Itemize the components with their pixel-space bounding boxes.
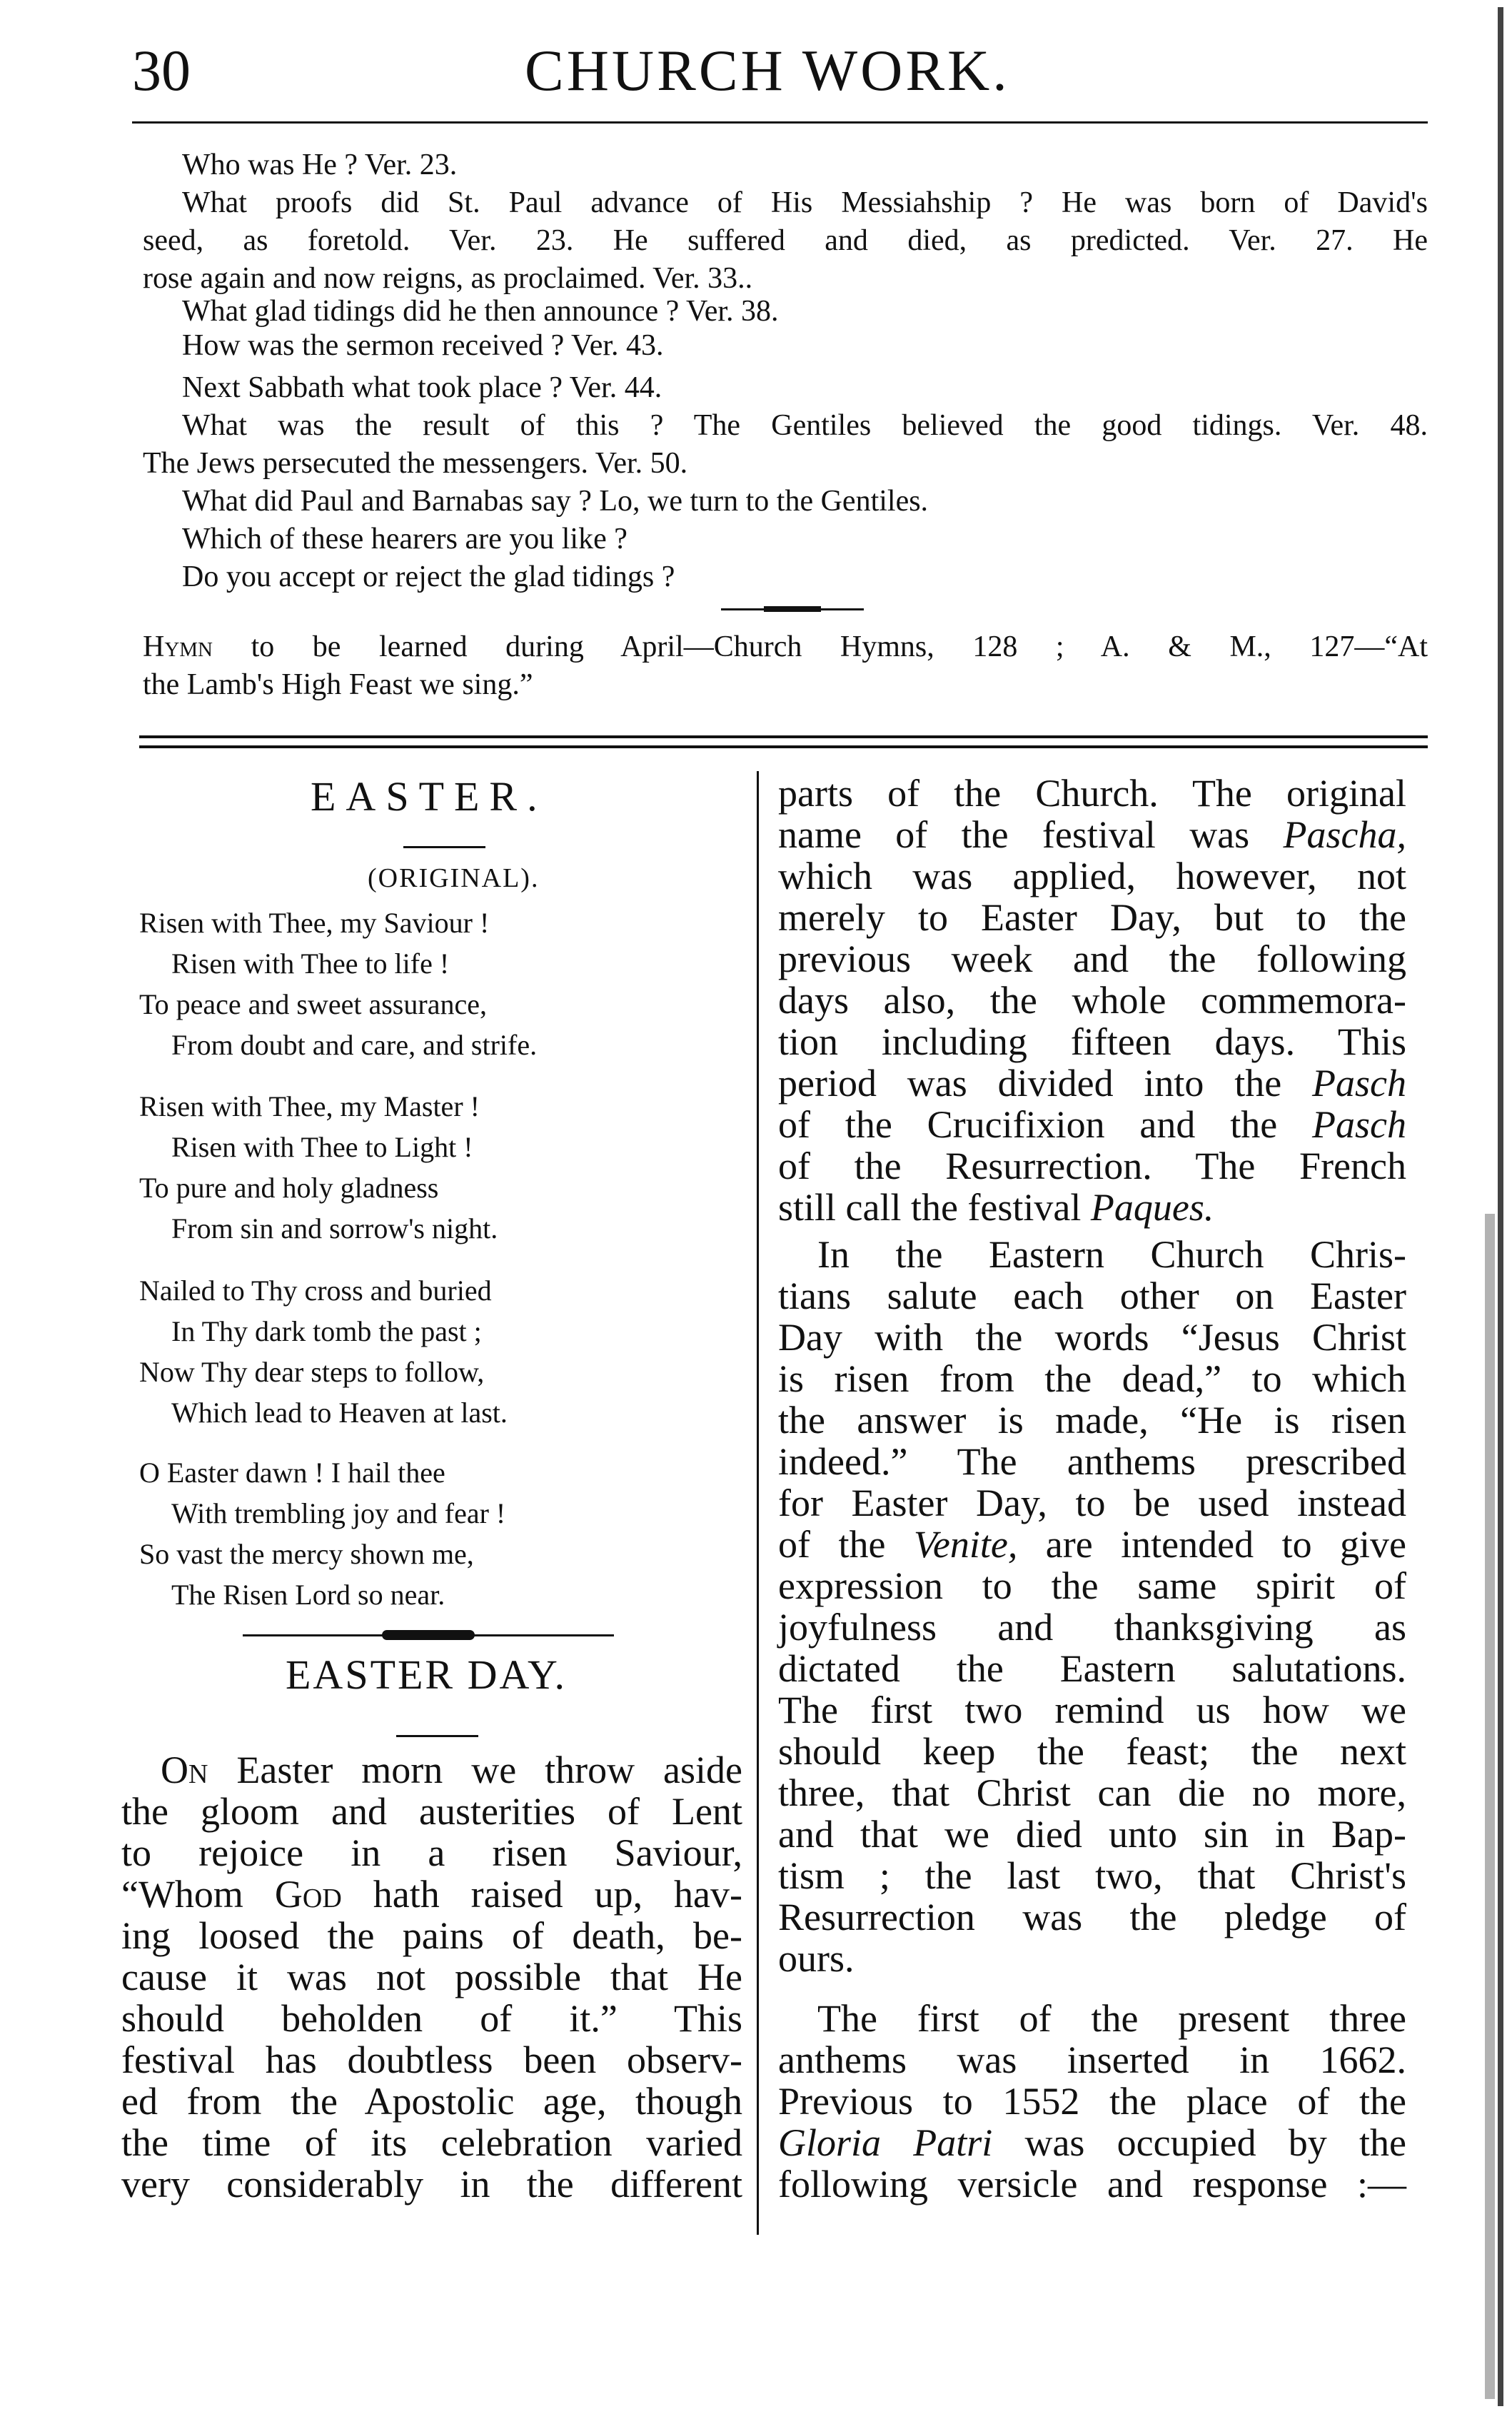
- poem-line: With trembling joy and fear !: [171, 1497, 506, 1529]
- body-line: ed from the Apostolic age, though: [121, 2080, 742, 2123]
- catechism-line: How was the sermon received ? Ver. 43.: [182, 329, 664, 362]
- poem-title-rule: [403, 846, 485, 848]
- body-line: ours.: [778, 1937, 855, 1980]
- body-line: previous week and the following: [778, 937, 1406, 980]
- body-text: of the Crucifixion and the: [778, 1103, 1313, 1146]
- body-line: [778, 814, 1406, 855]
- section-double-rule-bottom: [139, 745, 1428, 748]
- page-number: 30: [132, 38, 191, 103]
- body-line: [778, 1187, 1214, 1228]
- body-text: period was divided into the: [778, 1062, 1313, 1105]
- body-line: cause it was not possible that He: [121, 1956, 742, 1998]
- pasch-word: Pasch: [1312, 1103, 1406, 1146]
- body-line: festival has doubtless been observ-: [121, 2038, 742, 2081]
- body-line: three, that Christ can die no more,: [778, 1771, 1406, 1814]
- ornament-center: [382, 1630, 475, 1640]
- poem-line: O Easter dawn ! I hail thee: [139, 1457, 445, 1489]
- page-edge: [1498, 7, 1503, 2406]
- column-divider: [757, 771, 759, 2235]
- body-line: dictated the Eastern salutations.: [778, 1647, 1406, 1690]
- poem-line: Which lead to Heaven at last.: [171, 1397, 508, 1429]
- body-line: Day with the words “Jesus Christ: [778, 1316, 1406, 1359]
- header-rule: [132, 121, 1428, 124]
- poem-line: So vast the mercy shown me,: [139, 1538, 474, 1570]
- body-line: [778, 1104, 1406, 1145]
- body-line: for Easter Day, to be used instead: [778, 1482, 1406, 1524]
- gloria-patri-word: Gloria Patri: [778, 2121, 993, 2164]
- body-text: was occupied by the: [992, 2121, 1406, 2164]
- body-text: “Whom: [121, 1873, 275, 1916]
- body-line: indeed.” The anthems prescribed: [778, 1440, 1406, 1483]
- hymn-note-line-1: [143, 628, 1428, 665]
- body-text: Easter morn we throw aside: [208, 1749, 742, 1791]
- body-line: tians salute each other on Easter: [778, 1274, 1406, 1317]
- drop-word: On: [161, 1749, 208, 1791]
- poem-line: Risen with Thee, my Master !: [139, 1090, 480, 1122]
- poem-line: From doubt and care, and strife.: [171, 1029, 538, 1061]
- body-text: of the: [778, 1523, 914, 1566]
- catechism-line: Who was He ? Ver. 23.: [182, 149, 458, 181]
- body-text: still call the festival: [778, 1186, 1091, 1229]
- easter-day-title: EASTER DAY.: [286, 1651, 567, 1698]
- poem-line: The Risen Lord so near.: [171, 1579, 445, 1611]
- paques-word: Paques.: [1090, 1186, 1214, 1229]
- poem-line: In Thy dark tomb the past ;: [171, 1315, 482, 1347]
- hymn-lead: Hymn: [143, 630, 213, 663]
- body-line: In the Eastern Church Chris-: [817, 1233, 1406, 1276]
- body-line: the time of its celebration varied: [121, 2121, 742, 2164]
- pascha-word: Pascha,: [1283, 813, 1406, 856]
- poem-line: From sin and sorrow's night.: [171, 1212, 498, 1244]
- easter-day-title-rule: [396, 1735, 478, 1737]
- poem-line: To pure and holy gladness: [139, 1172, 439, 1204]
- catechism-line: What was the result of this ? The Gentiles believed the good tidings. Ver. 48.: [182, 409, 1428, 442]
- body-line: [778, 1062, 1406, 1104]
- body-line: expression to the same spirit of: [778, 1564, 1406, 1607]
- body-text: are intended to give: [1017, 1523, 1406, 1566]
- running-title: CHURCH WORK.: [525, 38, 1010, 103]
- body-line: [121, 1874, 742, 1915]
- body-line: should keep the feast; the next: [778, 1730, 1406, 1773]
- catechism-line: Which of these hearers are you like ?: [182, 523, 628, 555]
- catechism-line: seed, as foretold. Ver. 23. He suffered and died, as predicted. Ver. 27. He: [143, 224, 1428, 257]
- catechism-line: What proofs did St. Paul advance of His Messiahship ? He was born of David's: [182, 186, 1428, 219]
- body-text: hath raised up, hav-: [341, 1873, 742, 1916]
- poem-line: Risen with Thee to life !: [171, 947, 450, 980]
- poem-line: Now Thy dear steps to follow,: [139, 1356, 485, 1388]
- body-line: ing loosed the pains of death, be-: [121, 1914, 742, 1957]
- god-word: God: [274, 1873, 342, 1916]
- catechism-line: Next Sabbath what took place ? Ver. 44.: [182, 371, 662, 404]
- short-ornament-rule-center: [764, 606, 821, 612]
- body-line: The first of the present three: [817, 1997, 1406, 2040]
- poem-line: To peace and sweet assurance,: [139, 988, 487, 1020]
- hymn-note-line-2: the Lamb's High Feast we sing.”: [143, 668, 533, 701]
- catechism-line: rose again and now reigns, as proclaimed. Ver. 33..: [143, 262, 753, 295]
- body-line: and that we died unto sin in Bap-: [778, 1813, 1406, 1856]
- body-line: of the Resurrection. The French: [778, 1145, 1406, 1187]
- body-line: should beholden of it.” This: [121, 1997, 742, 2040]
- body-line: merely to Easter Day, but to the: [778, 896, 1406, 939]
- pasch-word: Pasch: [1312, 1062, 1406, 1105]
- hymn-note-text: to be learned during April—Church Hymns, 128 ; A. & M., 127—“At: [213, 630, 1428, 663]
- body-line: [778, 1524, 1406, 1565]
- catechism-line: What glad tidings did he then announce ? Ver. 38.: [182, 295, 779, 328]
- poem-title: EASTER.: [311, 773, 548, 820]
- body-line: anthems was inserted in 1662.: [778, 2038, 1406, 2081]
- body-line: joyfulness and thanksgiving as: [778, 1606, 1406, 1649]
- poem-line: Risen with Thee, my Saviour !: [139, 907, 490, 939]
- catechism-line: The Jews persecuted the messengers. Ver. 50.: [143, 447, 688, 480]
- body-line: very considerably in the different: [121, 2163, 742, 2206]
- poem-line: Nailed to Thy cross and buried: [139, 1274, 492, 1307]
- body-line: is risen from the dead,” to which: [778, 1357, 1406, 1400]
- poem-line: Risen with Thee to Light !: [171, 1131, 473, 1163]
- page-edge-shadow: [1485, 1214, 1495, 2399]
- body-line: The first two remind us how we: [778, 1689, 1406, 1731]
- poem-subtitle: (ORIGINAL).: [368, 863, 540, 893]
- body-line: the answer is made, “He is risen: [778, 1399, 1406, 1442]
- body-line: Previous to 1552 the place of the: [778, 2080, 1406, 2123]
- catechism-line: Do you accept or reject the glad tidings ?: [182, 560, 675, 593]
- body-line: Resurrection was the pledge of: [778, 1896, 1406, 1938]
- body-line: following versicle and response :—: [778, 2163, 1406, 2206]
- body-line: tism ; the last two, that Christ's: [778, 1854, 1406, 1897]
- venite-word: Venite,: [913, 1523, 1018, 1566]
- body-line: days also, the whole commemora-: [778, 979, 1406, 1022]
- catechism-line: What did Paul and Barnabas say ? Lo, we turn to the Gentiles.: [182, 485, 929, 518]
- body-line: to rejoice in a risen Saviour,: [121, 1831, 742, 1874]
- body-line: parts of the Church. The original: [778, 772, 1406, 815]
- body-line: tion including fifteen days. This: [778, 1020, 1406, 1063]
- body-line: which was applied, however, not: [778, 855, 1406, 897]
- body-line: [161, 1749, 742, 1791]
- body-text: name of the festival was: [778, 813, 1284, 856]
- body-line: [778, 2122, 1406, 2163]
- section-double-rule-top: [139, 735, 1428, 738]
- body-line: the gloom and austerities of Lent: [121, 1790, 742, 1833]
